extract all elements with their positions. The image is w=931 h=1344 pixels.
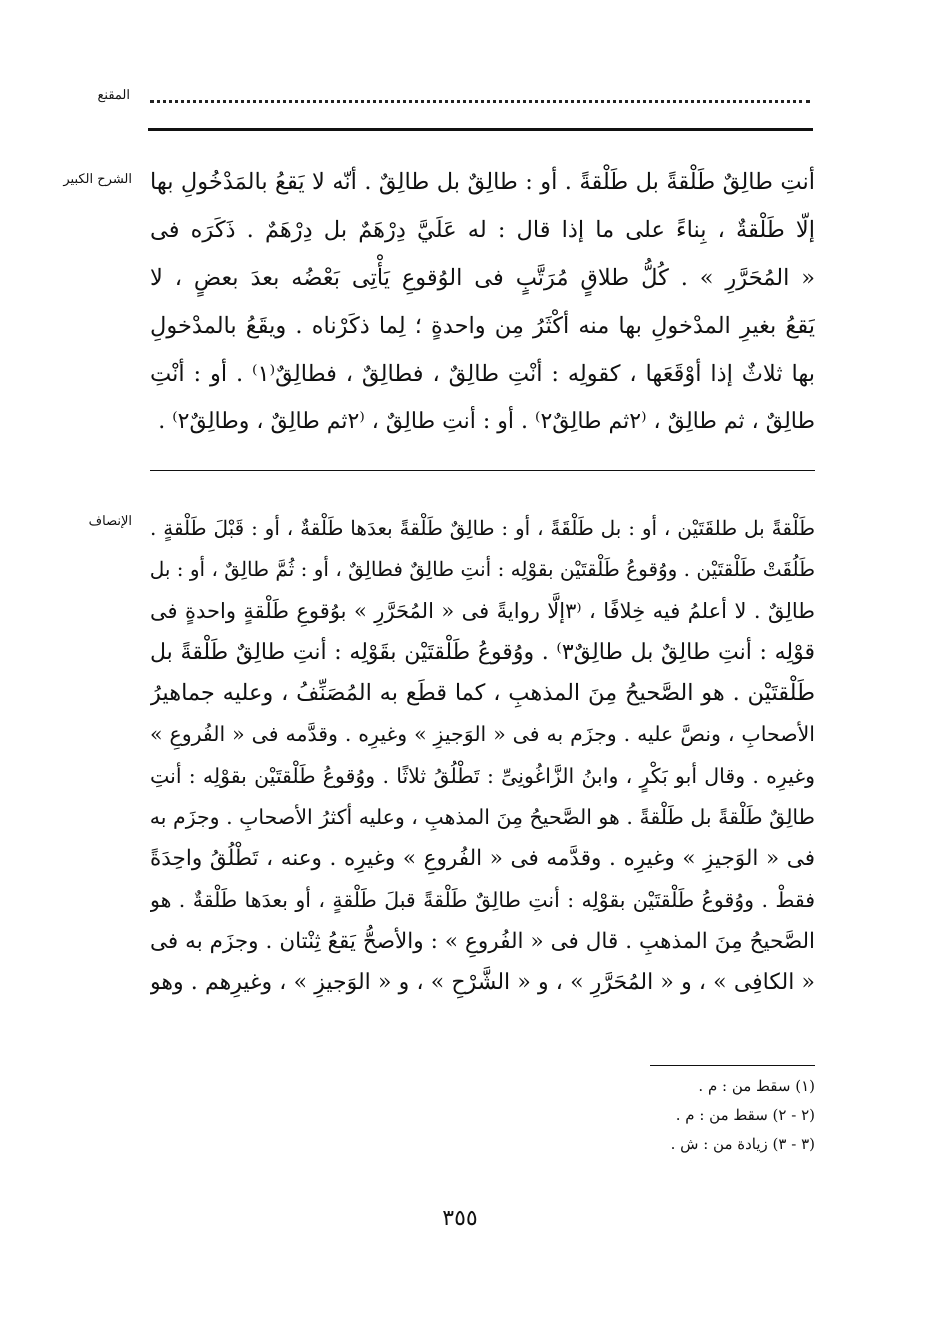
section-label-sharh: الشرح الكبير [63, 172, 132, 187]
text-line: الصَّحيحُ مِنَ المذهبِ . قال فى « الفُروعِ » : والأصحُّ يَقعُ ثِنْتان . وجزَم به فى [150, 928, 815, 954]
footnote: (٣ - ٣) زيادة من : ش . [670, 1135, 815, 1153]
text-line: طالِقٌ ، ثم طالِقٌ ، ⁽٢ثم طالِقٌ٢⁾ . أو : أنتِ طالِقٌ ، ⁽٢ثم طالِقٌ ، وطالِقٌ٢⁾ . [158, 409, 815, 434]
text-line: الأصحابِ ، ونصَّ عليه . وجزَم به فى « الوَجيزِ » وغيرِه . وقدَّمه فى « الفُروعِ » [150, 722, 815, 747]
text-line: يَقعُ بغيرِ المدْخولِ بها منه أكْثَرُ مِن واحدةٍ ؛ لِما ذكَرْناه . ويقَعُ بالمدْخولِ [150, 313, 815, 339]
text-line: طَلْقةً بل طلقَتَيْن ، أو : بل طَلْقَةً ، أو : طالِقٌ طَلْقةً بعدَها طَلْقةٌ ، أو : قَبْلَ طَلْقةٍ . [150, 516, 815, 540]
text-line: وغيرِه . وقال أبو بَكْرٍ ، وابنُ الزَّاغُونِىِّ : تَطْلُقُ ثلاثًا . ووُقوعُ طَلْقتَيْن بقوْلِه : أنتِ [150, 763, 815, 788]
footnotes [150, 1072, 815, 1159]
section-label-insaf: الإنصاف [88, 514, 132, 529]
footnote: (٢ - ٢) سقط من : م . [675, 1106, 815, 1124]
header-dotted-leader [150, 90, 810, 103]
text-line: فى « الوَجيزِ » وغيرِه . وقدَّمه فى « الفُروعِ » وغيرِه . وعنه ، تَطْلُقُ واحِدَةً [150, 846, 815, 872]
footnote-rule [650, 1065, 815, 1066]
text-line: « الكافِى » ، و « المُحَرَّرِ » ، و « الشَّرْحِ » ، و « الوَجيزِ » ، وغيرِهم . وهو [150, 970, 815, 996]
text-line: « المُحَرَّرِ » . كُلُّ طلاقٍ مُرَتَّبٍ فى الوُقوعِ يَأْتِى بَعْضُه بعدَ بعضٍ ، لا [150, 265, 815, 291]
section-divider-rule [150, 470, 815, 471]
text-line: طَلْقتَيْن . هو الصَّحيحُ مِنَ المذهبِ ، كما قطَع به المُصَنِّفُ ، وعليه جماهيرُ [150, 680, 815, 707]
text-line: طالِقٌ طَلْقةً بل طَلْقةً . هو الصَّحيحُ مِنَ المذهبِ ، وعليه أكثرُ الأصحابِ . وجزَم به [150, 805, 815, 830]
text-line: فقطْ . ووُقوعُ طَلْقتَيْن بقوْلِه : أنتِ طالِقٌ طَلْقةً قبلَ طَلْقةٍ ، أو بعدَها طَلْقةٌ . هو [150, 887, 815, 912]
text-line: طالِقٌ . لا أعلمُ فيه خِلافًا ، ⁽٣إلَّا روايةً فى « المُحَرَّرِ » بوُقوعِ طَلْقةٍ واحدةٍ فى [150, 598, 815, 623]
running-header-title: المقنع [97, 88, 130, 103]
insaf-text-block [150, 508, 815, 1004]
text-line: طَلُقَتْ طَلْقتَيْن . ووُقوعُ طَلْقتَيْن بقوْلِه : أنتِ طالِقٌ فطالِقٌ ، أو : ثُمَّ طالِقٌ ، أو : بل [150, 557, 815, 582]
text-line: قوْلِه : أنتِ طالِقٌ بل طالِقٌ٣⁾ . ووُقوعُ طَلْقتَيْن بقَوْلِه : أنتِ طالِقٌ طَلْقةً بل [150, 639, 815, 665]
text-line: أنتِ طالِقٌ طَلْقةً بل طَلْقةً . أو : طالِقٌ بل طالِقٌ . أنّه لا يَقعُ بالمَدْخُولِ بها [150, 169, 815, 195]
sharh-text-block [150, 158, 815, 446]
page-number: ٣٥٥ [442, 1206, 478, 1231]
text-line: بها ثلاثٌ إذا أوْقَعَها ، كقولِه : أنْتِ طالِقٌ ، فطالِقٌ ، فطالِقٌ⁽١⁾ . أو : أنْتِ [150, 361, 815, 387]
header-rule [148, 128, 813, 131]
text-line: إلّا طَلْقةٌ ، بِناءً على ما إذا قال : له عَلَيَّ دِرْهَمٌ بل دِرْهَمٌ . ذَكَرَه فى [150, 217, 815, 243]
footnote: (١) سقط من : م . [698, 1077, 815, 1095]
